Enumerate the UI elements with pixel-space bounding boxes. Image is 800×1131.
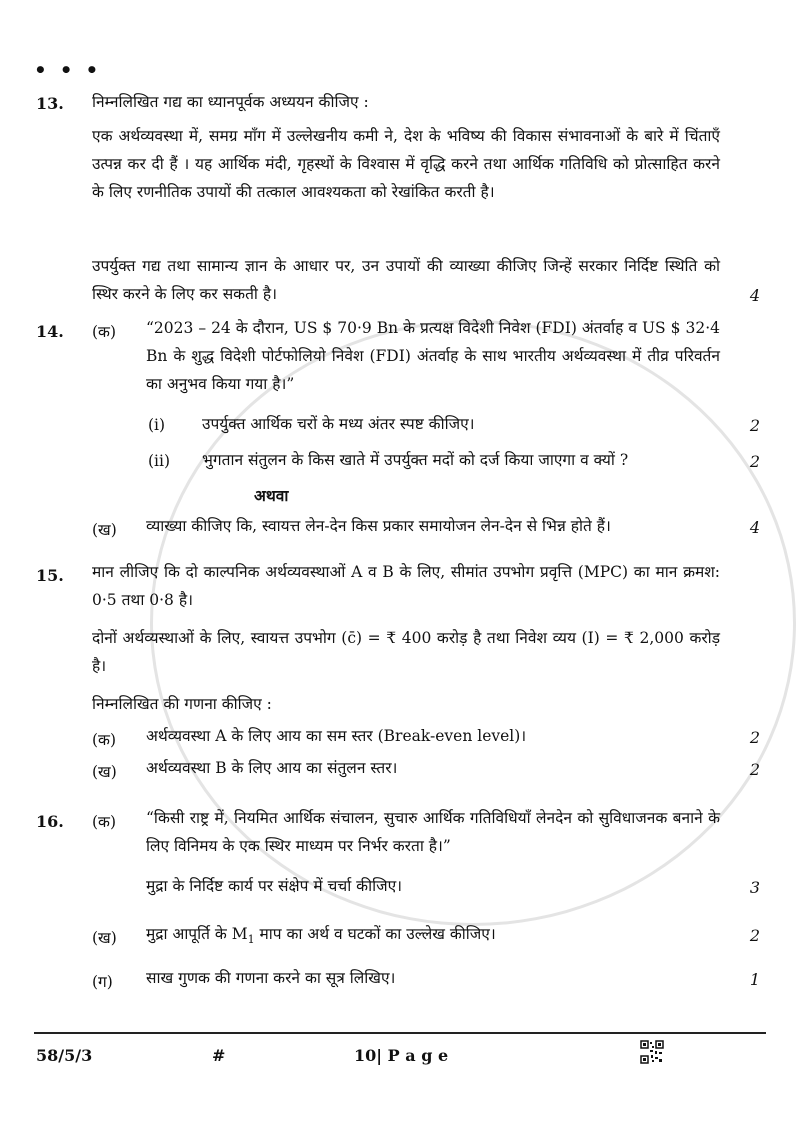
footer-divider (34, 1032, 766, 1034)
q16-b-text-post: माप का अर्थ व घटकों का उल्लेख कीजिए। (254, 925, 496, 943)
q14-label-a: (क) (92, 323, 116, 341)
q15-paragraph-3: निम्नलिखित की गणना कीजिए : (92, 695, 272, 713)
q13-marks: 4 (749, 286, 760, 305)
q15-part-a: अर्थव्यवस्था A के लिए आय का सम स्तर (Break-even level)। (146, 727, 527, 745)
q15-paragraph-1: मान लीजिए कि दो काल्पनिक अर्थव्यवस्थाओं A व B के लिए, सीमांत उपभोग प्रवृत्ति (MPC) का मान क्रमश: 0·5 तथा 0·8 है। (92, 563, 720, 609)
q15-part-b: अर्थव्यवस्था B के लिए आय का संतुलन स्तर। (146, 759, 398, 777)
q15-paragraph-2: दोनों अर्थव्यस्थाओं के लिए, स्वायत्त उपभोग (c̄) = ₹ 400 करोड़ है तथा निवेश व्यय (I) = ₹ 2,000 करोड़ है। (92, 629, 720, 675)
q16-a-marks: 3 (749, 878, 760, 897)
footer-page-number: 10| P a g e (354, 1046, 449, 1065)
q14-label-i: (i) (148, 416, 166, 434)
q16-c-marks: 1 (749, 970, 760, 989)
question-number-15: 15. (36, 566, 64, 585)
q16-b-subscript: 1 (247, 933, 255, 947)
question-number-13: 13. (36, 94, 64, 113)
footer-paper-code: 58/5/3 (36, 1046, 93, 1065)
q14-or: अथवा (254, 486, 289, 505)
q15-label-b: (ख) (92, 763, 117, 781)
q14-quote: “2023 – 24 के दौरान, US $ 70·9 Bn के प्रत्यक्ष विदेशी निवेश (FDI) अंतर्वाह व US $ 32·4 Bn के शुद्ध विदेशी पोर्टफोलियो निवेश (FDI) अंतर्वाह के साथ भारतीय अर्थव्यवस्था में तीव्र परिवर्तन का अनुभव किया गया है।” (146, 319, 720, 393)
q16-label-b: (ख) (92, 929, 117, 947)
q14-part-b: व्याख्या कीजिए कि, स्वायत्त लेन-देन किस प्रकार समायोजन लेन-देन से भिन्न होते हैं। (146, 517, 611, 535)
q16-label-c: (ग) (92, 973, 113, 991)
qr-code-icon (640, 1040, 664, 1064)
q16-part-b (146, 920, 720, 954)
q16-label-a: (क) (92, 813, 116, 831)
q14-label-ii: (ii) (148, 452, 171, 470)
q14-ii-marks: 2 (749, 452, 760, 471)
q16-b-marks: 2 (749, 926, 760, 945)
q14-label-b: (ख) (92, 521, 117, 539)
q13-paragraph-1: एक अर्थव्यवस्था में, समग्र माँग में उल्लेखनीय कमी ने, देश के भविष्य की विकास संभावनाओं के बारे में चिंताएँ उत्पन्न कर दी हैं । यह आर्थिक मंदी, गृहस्थों के विश्वास में वृद्धि करने तथा आर्थिक गतिविधि को प्रोत्साहित करने के लिए रणनीतिक उपायों की तत्काल आवश्यकता को रेखांकित करती है। (92, 127, 720, 201)
question-number-16: 16. (36, 812, 64, 831)
q15-b-marks: 2 (749, 760, 760, 779)
q15-label-a: (क) (92, 731, 116, 749)
q14-b-marks: 4 (749, 518, 760, 537)
q14-sub-i: उपर्युक्त आर्थिक चरों के मध्य अंतर स्पष्ट कीजिए। (202, 415, 475, 433)
q13-paragraph-2: उपर्युक्त गद्य तथा सामान्य ज्ञान के आधार पर, उन उपायों की व्याख्या कीजिए जिन्हें सरकार निर्दिष्ट स्थिति को स्थिर करने के लिए कर सकती है। (92, 257, 720, 303)
q13-instruction: निम्नलिखित गद्य का ध्यानपूर्वक अध्ययन कीजिए : (92, 93, 369, 111)
q16-b-text-pre: मुद्रा आपूर्ति के M (146, 925, 248, 943)
footer-hash: # (212, 1046, 226, 1065)
q16-part-a: मुद्रा के निर्दिष्ट कार्य पर संक्षेप में चर्चा कीजिए। (146, 877, 403, 895)
question-number-14: 14. (36, 322, 64, 341)
q16-quote: “किसी राष्ट्र में, नियमित आर्थिक संचालन, सुचारु आर्थिक गतिविधियाँ लेनदेन को सुविधाजनक बनाने के लिए विनिमय के एक स्थिर माध्यम पर निर्भर करता है।” (146, 809, 720, 855)
q16-part-c: साख गुणक की गणना करने का सूत्र लिखिए। (146, 969, 396, 987)
q14-sub-ii: भुगतान संतुलन के किस खाते में उपर्युक्त मदों को दर्ज किया जाएगा व क्यों ? (202, 451, 629, 469)
header-dots: • • • (34, 58, 102, 82)
q14-i-marks: 2 (749, 416, 760, 435)
q15-a-marks: 2 (749, 728, 760, 747)
